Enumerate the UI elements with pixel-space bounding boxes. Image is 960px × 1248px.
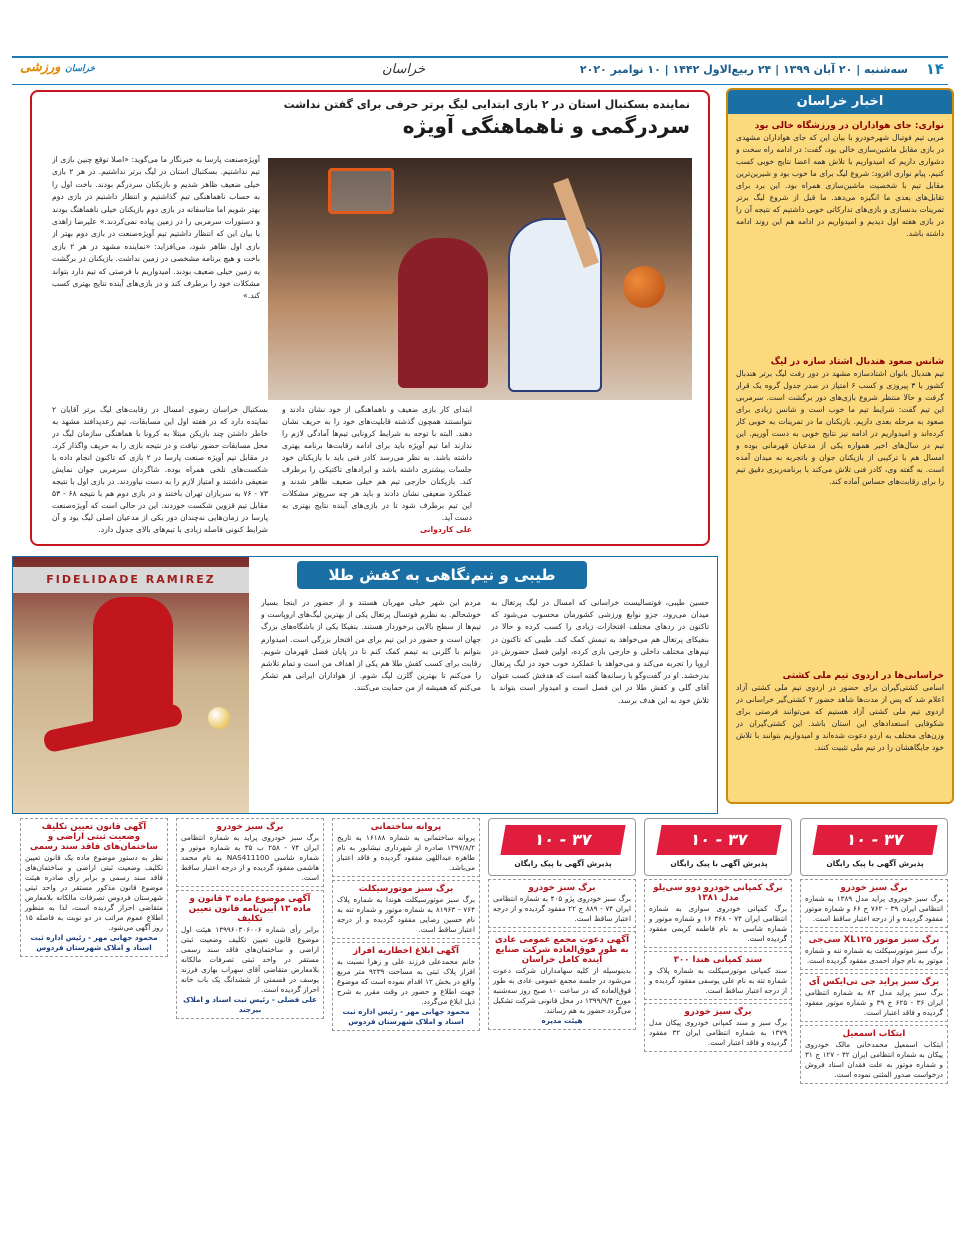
section-logo: [20, 60, 95, 75]
ad-title: برگ سبز خودرو: [684, 1007, 752, 1017]
futsal-photo: [13, 557, 249, 813]
ad-signature: محمود جهانی مهر - رئیس اداره ثبت اسناد و املاک شهرستان فردوس: [30, 933, 158, 952]
ad-title: ابتکاب اسمعیل: [842, 1029, 906, 1039]
section-logo-small: خراسان: [65, 64, 96, 74]
ad-body: برگ کمپانی خودروی سواری به شماره انتظامی ایران ۷۴ - ۳۶۸ ۱۶ و شماره موتور و شماره شاسی به نام فاطمه کریمی مفقود گردیده است.: [649, 904, 787, 943]
ad-title: آگهی موضوع ماده ۳ قانون و ماده ۱۳ آیین‌نامه قانون تعیین تکلیف: [188, 894, 312, 924]
ball-shape: [623, 266, 665, 308]
page-number: ۱۴: [925, 60, 944, 78]
second-article: [12, 556, 718, 814]
classified-column: [20, 818, 168, 1240]
ad-body: ابتکاب اسمعیل محمدخانی مالک خودروی پیکان به شماره انتظامی ایران ۴۲ - ۱۲۷ ج ۳۱ و شماره موتور به علت فقدان اسناد فروش درخواست صدور المثنی نموده است.: [805, 1040, 944, 1079]
ad-body: پروانه ساختمانی به شماره ۱۶۱۸۸ به تاریخ ۱۳۹۷/۸/۲ صادره از شهرداری نیشابور به نام طاهره عبداللهی مفقود گردیده و فاقد اعتبار می‌باشد.: [337, 833, 475, 872]
promo-badge: ۳۷ - ۱۰: [812, 825, 937, 855]
ad-signature: علی فضلی - رئیس ثبت اسناد و املاک بیرجند: [183, 995, 317, 1014]
news-body: اسامی کشتی‌گیران برای حضور در اردوی تیم ملی کشتی آزاد اعلام شد که پس از مدت‌ها شاهد حضور ۲ کشتی‌گیر خراسانی در اردوی تیم ملی کشتی آزاد هستیم که می‌توانند فرصتی برای شکوفایی استعدادهای این استان باشد. این کشتی‌گیران در وزن‌های مختلف به اردو دعوت شده‌اند و امیدواریم بتوانند با تلاش خود جایگاهشان را در تیم ملی تثبیت کنند.: [736, 683, 944, 752]
promo-caption: پذیرش آگهی با پیک رایگان: [826, 859, 924, 868]
news-body: تیم هندبال بانوان اشتادسازه مشهد در دور رفت لیگ برتر هندبال کشور با ۳ پیروزی و کسب ۶ امتیاز در صدر جدول گروه یک قرار گرفت و حالا منتظر شروع بازی‌های دور برگشت است. سرمربی این تیم گفت: شرایط تیم ما خوب است و شانس زیادی برای صعود به مرحله بعدی داریم. بازیکنان ما در تمرینات به خوبی کار کرده‌اند و امیدواریم در ادامه نیز نتایج خوبی به دست آوریم. این تیم در سال‌های اخیر همواره یکی از مدعیان قهرمانی بوده و امسال هم با ترکیبی از بازیکنان جوان و باتجربه به میدان آمده است. به گفته وی، کادر فنی تلاش می‌کند با برنامه‌ریزی دقیق تیم را برای رقابت‌های حساس آماده کند.: [736, 369, 944, 486]
sidebar-heading: اخبار خراسان: [728, 90, 952, 114]
article-body-middle: [282, 404, 472, 534]
hoop-shape: [328, 168, 394, 214]
ad-signature: هیئت مدیره: [541, 1016, 583, 1025]
header-decor: خراسان: [382, 62, 426, 77]
sidebar-news-item: [736, 670, 944, 796]
photo-banner: FIDELIDADE RAMIREZ: [13, 567, 249, 593]
ad-body: برگ سبز موتورسیکلت به شماره تنه و شماره موتور به نام جواد احمدی مفقود گردیده است.: [805, 946, 943, 965]
basketball-photo: [268, 158, 692, 400]
ad-body: برگ سبز خودروی پژو ۴۰۵ به شماره انتظامی ایران ۷۴ - ۸۸۹ ج ۲۲ مفقود گردیده و از درجه اعتبار ساقط است.: [493, 894, 632, 923]
ad-body: نظر به دستور موضوع ماده یک قانون تعیین تکلیف وضعیت ثبتی اراضی و ساختمان‌های فاقد سند رسمی و برابر رأی صادره هیئت موضوع قانون مذکور مستقر در واحد ثبتی شهرستان فردوس تصرفات مالکانه بلامعارض متقاضی احراز گردیده است، لذا به منظور اطلاع عموم مراتب در دو نوبت به فاصله ۱۵ روز آگهی می‌شود.: [25, 853, 163, 932]
ad-title: پروانه ساختمانی: [370, 822, 442, 832]
sidebar-news-item: [736, 356, 944, 666]
promo-badge: ۳۷ - ۱۰: [500, 825, 625, 855]
ad-body: برگ سبز و سند کمپانی خودروی پیکان مدل ۱۳۷۹ به شماره انتظامی ایران ۳۲ مفقود گردیده و فاقد اعتبار است.: [649, 1018, 787, 1047]
classified-ad: [800, 931, 948, 970]
article-text: ابتدای کار بازی ضعیف و ناهماهنگی از خود نشان دادند و نتوانستند همچون گذشته قابلیت‌های خود را به حریف نشان دهند. البته با توجه به شرایط کرونایی تیم‌ها آمادگی لازم را ندارند اما تیم آویژه باید برای ادامه رقابت‌ها برنامه بهتری داشته باشد. به نظر می‌رسد کادر فنی باید با بازیکنان خود جلسات بیشتری داشته باشد و ایرادهای تاکتیکی را برطرف کند. بازیکنان خارجی تیم هم خیلی ضعیف ظاهر شدند و عملکرد ضعیفی نشان دادند و باید هر چه سریع‌تر مشکلات این تیم برطرف شود تا در بازی‌های آینده نتایج بهتری به دست آید.: [282, 405, 472, 522]
ad-body: سند کمپانی موتورسیکلت به شماره پلاک و شماره تنه به نام علی یوسفی مفقود گردیده و از درجه اعتبار ساقط است.: [649, 966, 787, 995]
classifieds-section: [12, 818, 948, 1240]
main-article: [30, 90, 710, 546]
ad-title: برگ سبز خودرو: [528, 883, 596, 893]
classified-ad: [176, 890, 324, 1019]
ad-title: برگ سبز خودرو: [216, 822, 284, 832]
classified-ad: [488, 931, 636, 1030]
classified-ad: [644, 1003, 792, 1052]
classified-column: [488, 818, 636, 1240]
ad-title: آگهی دعوت مجمع عمومی عادی به طور فوق‌العاده شرکت صنایع آینده کامل خراسان: [494, 935, 630, 965]
ad-body: برابر رأی شماره ۱۳۹۹۶۰۳۰۶۰۰۶ هیئت اول موضوع قانون تعیین تکلیف وضعیت ثبتی اراضی و ساختمان‌های فاقد سند رسمی مستقر در واحد ثبتی تصرفات مالکانه بلامعارض متقاضی آقای سهراب بهاری فرزند یوسف در قسمتی از ششدانگ یک باب خانه احراز گردیده است.: [181, 925, 319, 994]
article-title: سردرگمی و ناهماهنگی آویژه: [402, 114, 690, 138]
classified-ad: [800, 879, 948, 928]
classified-ad: [488, 879, 636, 928]
ad-title: سند کمپانی هندا ۳۰۰: [673, 955, 763, 965]
article-subtitle: نماینده بسکتبال استان در ۲ بازی ابتدایی لیگ برتر حرفی برای گفتن نداشت: [283, 98, 690, 111]
ad-body: خانم محمدعلی فرزند علی و زهرا نسبت به افراز پلاک ثبتی به مساحت ۹۲۳۹ متر مربع واقع در بخش ۱۲ اقدام نموده است که موضوع جهت اطلاع و حضور در وقت مقرر به شرح ذیل ابلاغ می‌گردد.: [337, 957, 476, 1006]
classified-ad: [800, 1025, 948, 1084]
ad-body: برگ سبز پراید مدل ۸۴ به شماره انتظامی ایران ۳۶ - ۶۲۵ ج ۳۹ و شماره موتور مفقود گردیده و فاقد اعتبار است.: [805, 988, 944, 1017]
date-line: سه‌شنبه | ۲۰ آبان ۱۳۹۹ | ۲۴ ربیع‌الاول ۱۴۴۲ | ۱۰ نوامبر ۲۰۲۰: [579, 63, 908, 76]
article-body-right: حسین طیبی، فوتسالیست خراسانی که امسال در لیگ پرتغال به میدان می‌رود، جزو نوابغ ورزشی کشورمان محسوب می‌شود که تاکنون در ردهای مختلف افتخارات زیادی را کسب کرده و حالا در بنفیکای پرتغال هم می‌خواهد به تیمش کمک کند. طیبی که تاکنون در تیم‌های مختلف داخلی و خارجی بازی کرده، اولین فصل حضورش در اروپا را تجربه می‌کند و می‌خواهد با عملکرد خوب خود در لیگ پرتغال بدرخشد. او در گفت‌وگو با رسانه‌ها گفته است که هدفش کسب عنوان آقای گلی و کفش طلا در این فصل است و امیدوار است بتواند با تلاش خود به این هدف برسد.: [491, 598, 709, 705]
ad-signature: محمود جهانی مهر - رئیس اداره ثبت اسناد و املاک شهرستان فردوس: [342, 1007, 470, 1026]
ad-body: برگ سبز خودروی پراید مدل ۱۳۸۹ به شماره انتظامی ایران ۳۹ - ۷۶۲ ج ۶۶ و شماره موتور مفقود گردیده و از درجه اعتبار ساقط است.: [805, 894, 943, 923]
article-body-left: مردم این شهر خیلی مهربان هستند و از حضور در اینجا بسیار خوشحالم. به نظرم فوتسال پرتغال یکی از بهترین لیگ‌های اروپاست و تیم‌ها از سطح بالایی برخوردار هستند. بنفیکا یکی از باشگاه‌های بزرگ جهان است و حضور در این تیم برای من افتخار بزرگی است. امیدوارم بتوانم با گلزنی به تیمم کمک کنم تا در پایان فصل قهرمان شویم. رقابت برای کسب کفش طلا هم یکی از اهداف من است و تمام تلاشم را می‌کنم تا بهترین گلزن لیگ شوم. از هواداران ایرانی هم تشکر می‌کنم که همیشه از من حمایت می‌کنند.: [261, 598, 481, 693]
article-author: علی کاردوانی: [419, 525, 472, 534]
promo-box: [488, 818, 636, 876]
promo-badge: ۳۷ - ۱۰: [656, 825, 781, 855]
player-shape: [398, 238, 488, 388]
ad-title: برگ سبز خودرو: [840, 883, 908, 893]
classified-column: [800, 818, 948, 1240]
ad-title: برگ سبز پراید جی تی‌ایکس آی: [808, 977, 940, 987]
sidebar-news-item: [736, 120, 944, 352]
classified-ad: [332, 818, 480, 877]
classified-ad: [176, 818, 324, 887]
classified-column: [332, 818, 480, 1240]
classified-ad: [20, 818, 168, 957]
ad-title: برگ کمپانی خودرو دوو سی‌یلو مدل ۱۳۸۱: [653, 883, 783, 903]
article-body-left: آویژه‌صنعت پارسا به خبرنگار ما می‌گوید: «اصلا توقع چنین بازی از تیم نداشتیم. بسکتبال استان در لیگ برتر نداشتیم. در هر ۲ بازی خیلی ضعیف ظاهر شدیم و بازیکنان سردرگم بودند. باخت اول را به حساب ناهماهنگی تیم گذاشتیم و انتظار داشتیم در بازی دوم بهتر شویم اما متاسفانه در بازی دوم بازیکنان خیلی ناهماهنگ بودند و دستورات سرمربی را در زمین پیاده نمی‌کردند.» علیرضا زاهدی با بیان این که انتظار داشتیم تیم آویژه‌صنعت در بازی دوم بهتر از بازی اول ظاهر شود، می‌افزاید: «نماینده مشهد در هر ۲ بازی باخت و هیچ برنامه مشخصی در زمین نداشت. بازیکنان در برگشت به زمین خیلی ضعیف بودند. امیدواریم با فرصتی که تیم دارد بتواند مشکلات خود را برطرف کند و در بازی‌های آینده نتایج بهتری کسب کند.»: [52, 155, 260, 301]
article-title: طیبی و نیم‌نگاهی به کفش طلا: [297, 561, 587, 589]
article-body-right: بسکتبال خراسان رضوی امسال در رقابت‌های لیگ برتر آقایان ۲ نماینده دارد که در هفته اول این مسابقات، تیم رعدپدافند مشهد به خاطر داشتن چند بازیکن مبتلا به کرونا با هماهنگی سازمان لیگ در محل مسابقات حضور نیافت و در نتیجه بازی را به حریف واگذار کرد. در مقابل تیم آویژه صنعت پارسا در ۲ بازی که تاکنون انجام داده با شکست‌های تلخی همراه بوده. شاگردان سرمربی جوان نمایش ضعیفی داشتند و امتیاز لازم را به دست نیاوردند. در بازی اول با نتیجه ۷۳ - ۷۶ به سربازان تهران باختند و در بازی دوم هم با نتیجه ۶۸ - ۵۳ مقابل تیم قزوین شکست خوردند. این در حالی است که آویژه‌صنعت پارسا در زمان‌هایی نه‌چندان دور یکی از مدعیان اصلی لیگ بود و آن شرایط کنونی فاصله زیادی با تیم‌های بالای جدول دارد.: [52, 405, 268, 534]
ad-body: برگ سبز خودروی پراید به شماره انتظامی ایران ۷۴ - ۲۵۸ ب ۳۵ به شماره موتور و شماره شاسی NAS411100 به نام محمد هاشمی مفقود گردیده و از درجه اعتبار ساقط است.: [181, 833, 319, 882]
ad-body: برگ سبز موتورسیکلت هوندا به شماره پلاک ۷۶۴ - ۸۱۹۶۳ به شماره موتور و شماره تنه به نام حسین رضایی مفقود گردیده و از درجه اعتبار ساقط است.: [337, 895, 475, 934]
news-sidebar: [726, 88, 954, 804]
promo-box: [800, 818, 948, 876]
news-title: خراسانی‌ها در اردوی تیم ملی کشتی: [782, 671, 944, 681]
classified-ad: [332, 942, 480, 1031]
classified-ad: [644, 951, 792, 1000]
classified-column: [176, 818, 324, 1240]
ad-title: آگهی ابلاغ اخطاریه افراز: [353, 946, 459, 956]
section-logo-text: ورزشی: [20, 60, 61, 75]
promo-caption: پذیرش آگهی با پیک رایگان: [514, 859, 612, 868]
ad-body: بدینوسیله از کلیه سهامداران شرکت دعوت می‌شود در جلسه مجمع عمومی عادی به طور فوق‌العاده که در ساعت ۱۰ صبح روز سه‌شنبه مورخ ۱۳۹۹/۹/۴ در محل قانونی شرکت تشکیل می‌گردد حضور به هم رسانند.: [493, 966, 631, 1015]
classified-ad: [332, 880, 480, 939]
ad-title: آگهی قانون تعیین تکلیف وضعیت ثبتی اراضی و ساختمان‌های فاقد سند رسمی: [30, 822, 158, 852]
ball-shape: [208, 707, 230, 729]
ad-title: برگ سبز موتورسیکلت: [358, 884, 454, 894]
promo-box: [644, 818, 792, 876]
news-title: نواری: جای هواداران در ورزشگاه خالی بود: [754, 121, 944, 131]
classified-ad: [644, 879, 792, 948]
classified-column: [644, 818, 792, 1240]
page-header: [12, 56, 948, 85]
ad-title: برگ سبز موتور XL۱۲۵ سی‌جی: [808, 935, 940, 945]
news-body: مربی تیم فوتبال شهرخودرو با بیان این که جای هواداران مشهدی در بازی مقابل ماشین‌سازی خالی بود، گفت: در ادامه راه سخت و دشواری داریم که امیدواریم با تلاش همه اعضا نتایج خوبی کسب کنیم. پیام نواری افزود: شروع لیگ برای ما خوب بود و شیرین‌ترین مقابل تیم با شخصیت ماشین‌سازی همراه بود. این برد برای تقابل‌های بعدی ما انگیزه می‌دهد. ما قبل از شروع لیگ برتر تمرینات بدنسازی و بازی‌های تدارکاتی خوبی داشتیم که نتیجه آن را در بازی هفته اول دیدیم و امیدواریم در ادامه هم این روند ادامه داشته باشد.: [736, 133, 944, 238]
news-title: شانس صعود هندبال اشتاد سازه در لیگ: [770, 357, 944, 367]
classified-ad: [800, 973, 948, 1022]
promo-caption: پذیرش آگهی با پیک رایگان: [670, 859, 768, 868]
